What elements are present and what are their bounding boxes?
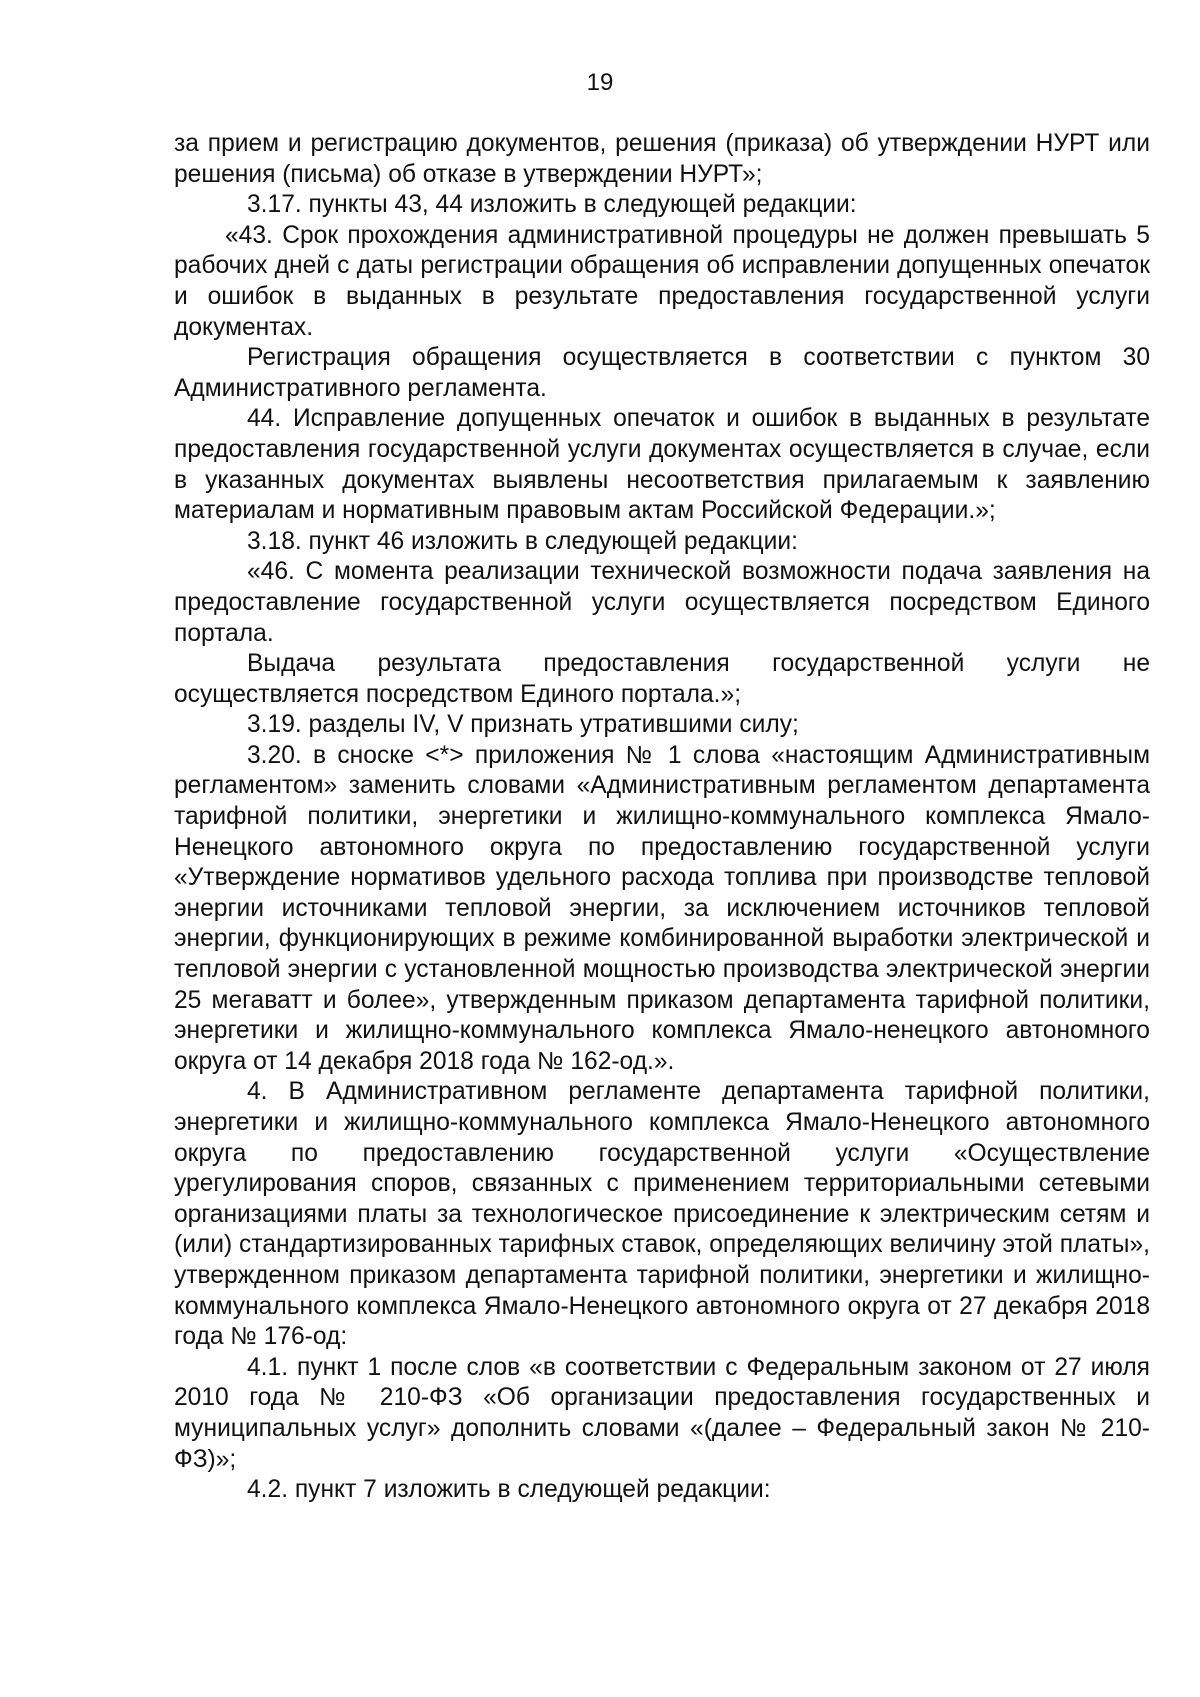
paragraph-issuance: Выдача результата предоставления государственной услуги не осуществляется посредством Единого портала.»;	[174, 650, 1150, 708]
paragraph-registration: Регистрация обращения осуществляется в соответствии с пунктом 30 Административного регламента.	[174, 344, 1150, 402]
paragraph-item-4-2: 4.2. пункт 7 изложить в следующей редакции:	[247, 1476, 771, 1504]
paragraph-item-43: «43. Срок прохождения административной процедуры не должен превышать 5 рабочих дней с даты регистрации обращения об исправлении допущенных опечаток и ошибок в выданных в результате предоставления государственной услуги документах.	[174, 221, 1150, 341]
paragraph-continuation: за прием и регистрацию документов, решения (приказа) об утверждении НУРТ или решения (письма) об отказе в утверждении НУРТ»;	[174, 130, 1150, 188]
paragraph-item-3-20: 3.20. в сноске <*> приложения № 1 слова «настоящим Административным регламентом» заменить словами «Административным регламентом департамента тарифной политики, энергетики и жилищно-коммунального комплекса Ямало-Ненецкого автономного округа по предоставлению государственной услуги «Утверждение нормативов удельного расхода топлива при производстве тепловой энергии источниками тепловой энергии, за исключением источников тепловой энергии, функционирующих в режиме комбинированной выработки электрической и тепловой энергии с установленной мощностью производства электрической энергии 25 мегаватт и более», утвержденным приказом департамента тарифной политики, энергетики и жилищно-коммунального комплекса Ямало-ненецкого автономного округа от 14 декабря 2018 года № 162-од.».	[174, 741, 1150, 1075]
paragraph-item-3-19: 3.19. разделы IV, V признать утратившими силу;	[247, 711, 799, 739]
page-number: 19	[586, 69, 614, 96]
paragraph-item-3-17: 3.17. пункты 43, 44 изложить в следующей редакции:	[247, 191, 857, 219]
document-body	[174, 129, 1150, 1506]
paragraph-item-44: 44. Исправление допущенных опечаток и ошибок в выданных в результате предоставления государственной услуги документах осуществляется в случае, если в указанных документах выявлены несоответствия прилагаемым к заявлению материалам и нормативным правовым актам Российской Федерации.»;	[174, 405, 1150, 525]
paragraph-item-46: «46. С момента реализации технической возможности подача заявления на предоставление государственной услуги осуществляется посредством Единого портала.	[174, 558, 1150, 647]
paragraph-item-4: 4. В Административном регламенте департамента тарифной политики, энергетики и жилищно-коммунального комплекса Ямало-Ненецкого автономного округа по предоставлению государственной услуги «Осуществление урегулирования споров, связанных с применением территориальными сетевыми организациями платы за технологическое присоединение к электрическим сетям и (или) стандартизированных тарифных ставок, определяющих величину этой платы», утвержденном приказом департамента тарифной политики, энергетики и жилищно-коммунального комплекса Ямало-Ненецкого автономного округа от 27 декабря 2018 года № 176-од:	[174, 1078, 1150, 1351]
paragraph-item-3-18: 3.18. пункт 46 изложить в следующей редакции:	[247, 527, 798, 555]
paragraph-item-4-1: 4.1. пункт 1 после слов «в соответствии с Федеральным законом от 27 июля 2010 года № 210-ФЗ «Об организации предоставления государственных и муниципальных услуг» дополнить словами «(далее – Федеральный закон № 210-ФЗ)»;	[174, 1353, 1150, 1473]
